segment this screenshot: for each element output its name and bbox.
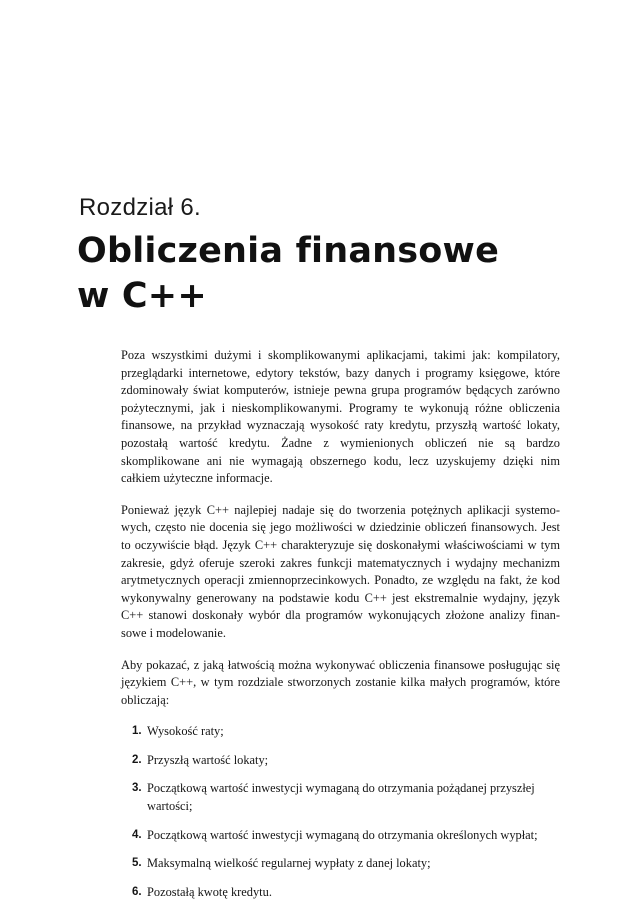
list-item: [121, 723, 547, 741]
chapter-title-line-1: Obliczenia finansowe: [77, 231, 500, 271]
chapter-title-line-2: w C++: [77, 276, 207, 316]
list-item-number: 1.: [132, 725, 142, 738]
chapter-label: Rozdział 6.: [79, 194, 202, 221]
list-item: [121, 780, 547, 815]
list-item-number: 3.: [132, 782, 142, 795]
list-item-number: 2.: [132, 753, 142, 766]
list-item-text: Początkową wartość inwestycji wymaganą do otrzymania określonych wypłat;: [147, 827, 538, 842]
list-item: [121, 884, 547, 902]
paragraph-cpp-strengths: Ponieważ język C++ najlepiej nadaje się do tworzenia potężnych aplikacji systemowych, często nie docenia się jego możliwości w dziedzinie obliczeń finansowych. Jest to oczywiście błąd. Język C++ charakteryzuje się doskonałymi właściwościami w tym zakresie, gdyż oferuje szeroki zakres funkcji matematycznych i wydajny mechanizm arytmetycznych operacji zmiennoprzecinkowych. Ponadto, ze względu na fakt, że kod wykonywalny generowany na podstawie kodu C++ jest ekstremalnie wydajny, język C++ stanowi doskonały wybór dla programów wykonujących złożone analizy finansowe i modelowanie.: [121, 502, 560, 640]
list-item-text: Przyszłą wartość lokaty;: [147, 752, 269, 767]
list-item-text: Początkową wartość inwestycji wymaganą do otrzymania pożądanej przyszłej wartości;: [147, 781, 535, 814]
chapter-body: [121, 347, 560, 912]
chapter-title: [77, 229, 499, 319]
list-item: [121, 827, 547, 845]
list-item-number: 5.: [132, 857, 142, 870]
list-item-number: 4.: [132, 828, 142, 841]
list-item: [121, 752, 547, 770]
list-item-text: Pozostałą kwotę kredytu.: [147, 884, 272, 899]
calculations-list: [121, 723, 560, 901]
list-item-number: 6.: [132, 885, 142, 898]
list-item-text: Maksymalną wielkość regularnej wypłaty z danej lokaty;: [147, 856, 431, 871]
paragraph-list-intro: Aby pokazać, z jaką łatwością można wykonywać obliczenia finansowe posługując się językiem C++, w tym rozdziale stworzonych zostanie kilka małych programów, które obliczają:: [121, 657, 560, 707]
paragraph-intro: Poza wszystkimi dużymi i skomplikowanymi aplikacjami, takimi jak: kompilatory, przeglądarki internetowe, edytory tekstów, bazy danych i programy księgowe, które zdominowały świat komputerów, istnieje pewna grupa programów będących zarówno pożytecznymi, jak i nieskomplikowanymi. Programy te wykonują różne obliczenia finansowe, na przykład wyznaczają wysokość raty kredytu, przyszłą wartość lokaty, pozostałą wartość kredytu. Żadne z wymienionych obliczeń nie są bardzo skomplikowane ani nie wymagają obszernego kodu, lecz uzyskujemy dzięki nim całkiem użyteczne informacje.: [121, 348, 560, 486]
list-item: [121, 855, 547, 873]
list-item-text: Wysokość raty;: [147, 724, 224, 739]
